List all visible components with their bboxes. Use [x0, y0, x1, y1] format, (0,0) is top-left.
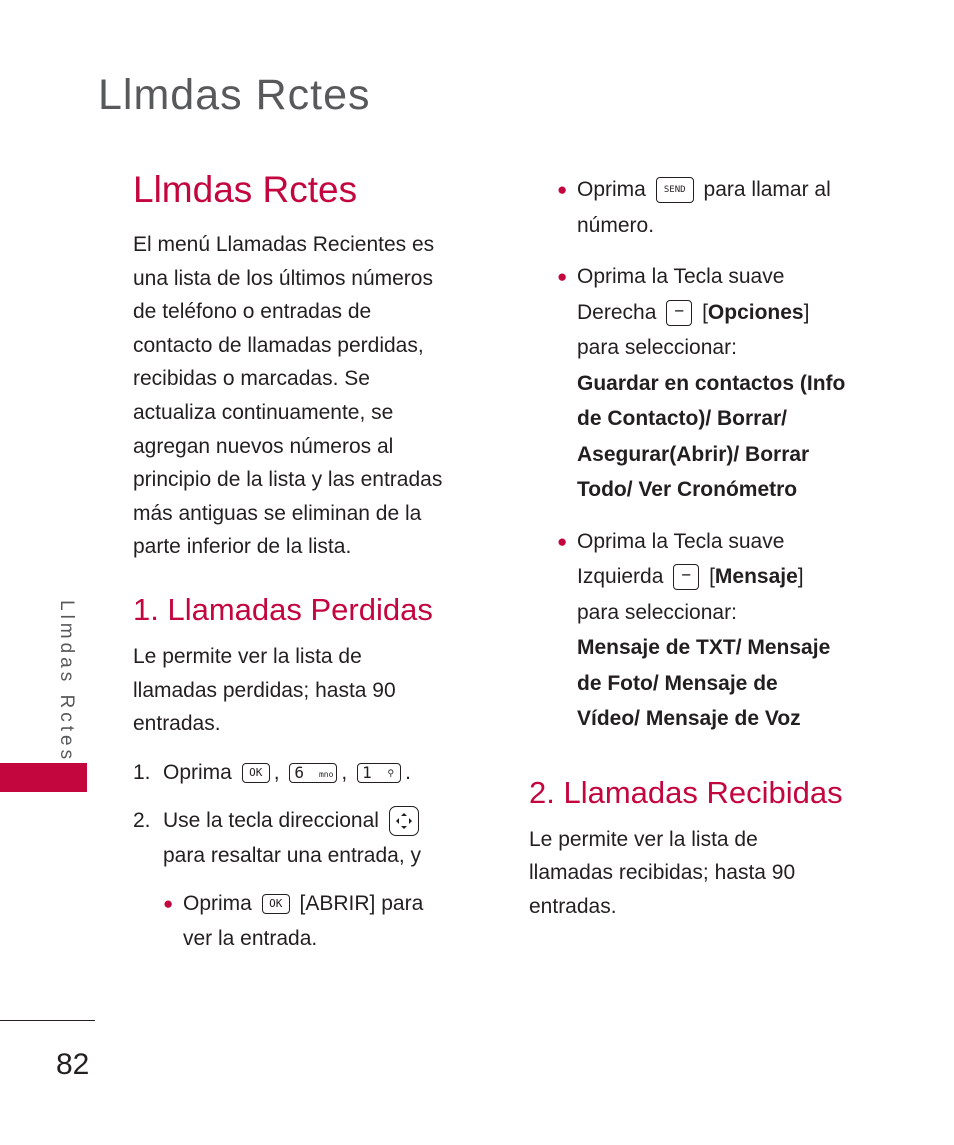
bullet-icon: ● [163, 893, 174, 913]
send-key-icon: SEND [656, 177, 694, 203]
message-bullet: ● Oprima la Tecla suave Izquierda − [Mensaje] para seleccionar: Mensaje de TXT/ Mensaje de Foto/ Mensaje de Vídeo/ Mensaje de Voz [557, 524, 887, 737]
left-soft-key-icon: − [673, 564, 699, 590]
open-entry-bullet: ● Oprima OK [ABRIR] para ver la entrada. [163, 886, 493, 957]
step-2: 2. Use la tecla direccional para resaltar una entrada, y [133, 803, 493, 873]
received-calls-description: Le permite ver la lista de llamadas recibidas; hasta 90 entradas. [529, 827, 796, 918]
navigation-key-icon [389, 806, 419, 836]
intro-paragraph: El menú Llamadas Recientes es una lista de los últimos números de teléfono o entradas de contacto de llamadas perdidas, recibidas o marcadas. Se actualiza continuamente, se agregan nuevos números al principio de la lista y las entradas más antiguas se eliminan de la parte inferior de la lista. [133, 233, 443, 559]
bullet-icon: ● [557, 180, 568, 199]
message-options-list: Mensaje de TXT/ Mensaje de Foto/ Mensaje de Vídeo/ Mensaje de Voz [577, 636, 831, 730]
send-bullet: ● Oprima SEND para llamar al número. [557, 172, 887, 243]
subsection-title-received-calls: 2. Llamadas Recibidas [529, 774, 843, 810]
voicemail-icon: ⚲ [387, 769, 395, 780]
side-tab-label: Llmdas Rctes [56, 600, 77, 764]
right-column [529, 172, 887, 923]
side-tab-marker [0, 763, 87, 792]
section-title: Llmdas Rctes [133, 169, 358, 210]
missed-calls-description: Le permite ver la lista de llamadas perdidas; hasta 90 entradas. [133, 644, 396, 736]
left-column [133, 166, 493, 973]
page-number: 82 [56, 1048, 90, 1081]
one-key-icon: 1 ⚲ [357, 763, 401, 783]
six-key-icon: 6 mno [289, 763, 337, 783]
bullet-icon: ● [557, 531, 568, 551]
subsection-title-missed-calls: 1. Llamadas Perdidas [133, 591, 433, 627]
ok-key-icon: OK [262, 894, 290, 914]
options-bullet: ● Oprima la Tecla suave Derecha − [Opciones] para seleccionar: Guardar en contactos (Info de Contacto)/ Borrar/ Asegurar(Abrir)/ Borrar Todo/ Ver Cronómetro [557, 259, 887, 508]
ok-key-icon: OK [242, 763, 270, 783]
bullet-icon: ● [557, 267, 568, 286]
page-header-title: Llmdas Rctes [98, 71, 371, 119]
right-soft-key-icon: − [666, 300, 692, 326]
step-1: 1. Oprima OK , 6 mno , 1 ⚲ . [133, 760, 411, 784]
options-list: Guardar en contactos (Info de Contacto)/ Borrar/ Asegurar(Abrir)/ Borrar Todo/ Ver Cronómetro [577, 371, 846, 501]
footer-rule [0, 1020, 95, 1021]
